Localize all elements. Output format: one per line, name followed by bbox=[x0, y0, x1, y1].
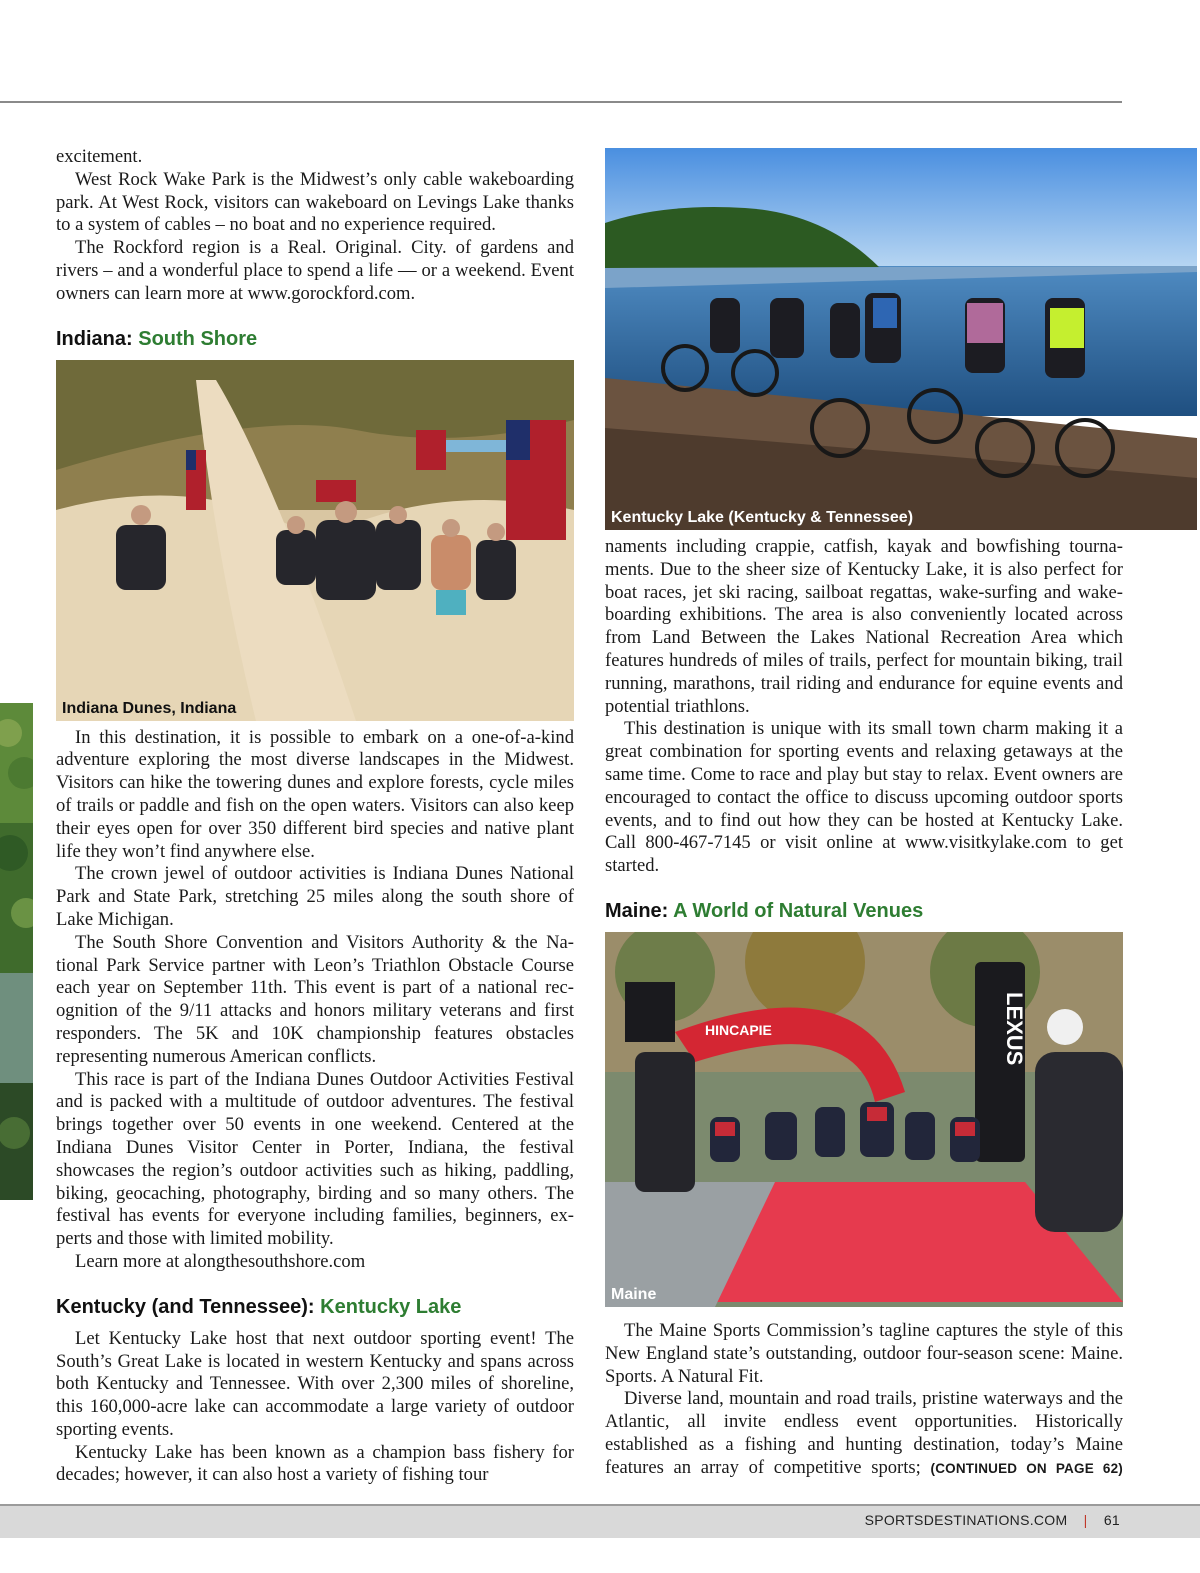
left-column bbox=[56, 146, 574, 1487]
paragraph bbox=[605, 1388, 1123, 1480]
page-number: 61 bbox=[1103, 1512, 1120, 1528]
photo-caption: Kentucky Lake (Kentucky & Tennessee) bbox=[611, 509, 914, 526]
right-column bbox=[605, 148, 1123, 1481]
section-heading-indiana bbox=[56, 326, 574, 352]
header-rule bbox=[0, 101, 1122, 103]
kentucky-lake-photo bbox=[605, 148, 1197, 530]
photo-caption: Maine bbox=[611, 1285, 657, 1303]
footer-site: SPORTSDESTINATIONS.COM bbox=[864, 1512, 1068, 1528]
venue-label: Kentucky Lake bbox=[320, 1295, 462, 1318]
paragraph: The South Shore Convention and Visitors Authority & the National Park Service partner with Leon’s Triathlon Obstacle Course each year on September 11th. This event is part of a national recognition of the 9/11 attacks and honors military veterans and first responders. The 5K and 10K championship features obstacles representing numerous American conflicts. bbox=[56, 931, 574, 1067]
banner-text: HINCAPIE bbox=[705, 1021, 772, 1038]
paragraph: Kentucky Lake has been known as a champion bass fishery for decades; however, it can also host a variety of fishing tour bbox=[56, 1441, 574, 1486]
indiana-dunes-photo bbox=[56, 360, 574, 721]
paragraph: The crown jewel of outdoor activities is Indiana Dunes National Park and State Park, stretching 25 miles along the south shore of Lake Michigan. bbox=[56, 863, 574, 930]
paragraph: This race is part of the Indiana Dunes Outdoor Activities Festival and is packed with a multitude of outdoor adventures. The festival brings together over 50 events in one weekend. Centered at the Indiana Dunes Visitor Center in Porter, Indiana, the festival showcases the region’s outdoor activities such as hiking, paddling, biking, geocaching, photography, birding and so many others. The festival has events for everyone including families, beginners, experts and those with limited mobility. bbox=[56, 1068, 574, 1250]
paragraph-text: Diverse land, mountain and road trails, pristine waterways and the Atlantic, all invite endless event opportunities. Historically established as a fishing and hunting destination, today’s Maine features an array of competitive sports; bbox=[605, 1388, 1123, 1478]
state-label: Kentucky (and Tennessee): bbox=[56, 1295, 315, 1318]
photo-caption: Indiana Dunes, Indiana bbox=[62, 699, 237, 717]
venue-label: South Shore bbox=[138, 327, 258, 350]
state-label: Maine: bbox=[605, 899, 669, 922]
paragraph: naments including crappie, catfish, kayak and bowfishing tournaments. Due to the sheer size of Kentucky Lake, it is also perfect for boat races, jet ski racing, sailboat regattas, wake-surfing and wake-boarding exhibitions. The area is also conveniently located across from Land Between the Lakes National Recreation Area which features hundreds of miles of trails, perfect for mountain biking, trail running, marathons, trail riding and endurance for equine events and potential triathlons. bbox=[605, 536, 1123, 717]
flag-text: LEXUS bbox=[1002, 991, 1027, 1066]
paragraph: The Maine Sports Commission’s tagline captures the style of this New England state’s outstanding, outdoor four-season scene: Maine. Sports. A Natural Fit. bbox=[605, 1319, 1123, 1387]
paragraph: The Rockford region is a Real. Original. City. of gardens and rivers – and a wonderful place to spend a life — or a weekend. Event owners can learn more at www.gorockford.com. bbox=[56, 237, 574, 304]
paragraph: West Rock Wake Park is the Midwest’s only cable wakeboarding park. At West Rock, visitors can wakeboard on Levings Lake thanks to a system of cables – no boat and no experience required. bbox=[56, 168, 574, 236]
section-heading-maine bbox=[605, 898, 1123, 924]
paragraph: excitement. bbox=[56, 146, 143, 167]
paragraph: Let Kentucky Lake host that next outdoor sporting event! The South’s Great Lake is located in western Kentucky and spans across both Kentucky and Tennessee. With over 2,300 miles of shoreline, this 160,000-acre lake can accommodate a large variety of outdoor sporting events. bbox=[56, 1327, 574, 1440]
footer-separator: | bbox=[1083, 1512, 1088, 1528]
section-heading-kentucky bbox=[56, 1294, 574, 1320]
paragraph: In this destination, it is possible to embark on a one-of-a-kind adventure exploring the most diverse landscapes in the Midwest. Visitors can hike the towering dunes and explore forests, cycle miles of trails or paddle and fish on the open waters. Visitors can also keep their eyes open for over 350 different bird species and native plant life they won’t find anywhere else. bbox=[56, 726, 574, 862]
maine-race-photo bbox=[605, 932, 1123, 1307]
side-photo-strip bbox=[0, 703, 33, 1200]
continued-note: (CONTINUED ON PAGE 62) bbox=[930, 1460, 1123, 1476]
paragraph: This destination is unique with its small town charm making it a great combination for sporting events and relaxing getaways at the same time. Come to race and play but stay to relax. Event owners are encouraged to contact the office to discuss upcoming outdoor sports events, and to find out how they can be hosted at Kentucky Lake. Call 800-467-7145 or visit online at www.visitkylake.com to get started. bbox=[605, 718, 1123, 877]
state-label: Indiana: bbox=[56, 327, 133, 350]
venue-label: A World of Natural Venues bbox=[673, 899, 924, 922]
footer bbox=[865, 1512, 1120, 1528]
paragraph: Learn more at alongthesouthshore.com bbox=[75, 1250, 366, 1272]
